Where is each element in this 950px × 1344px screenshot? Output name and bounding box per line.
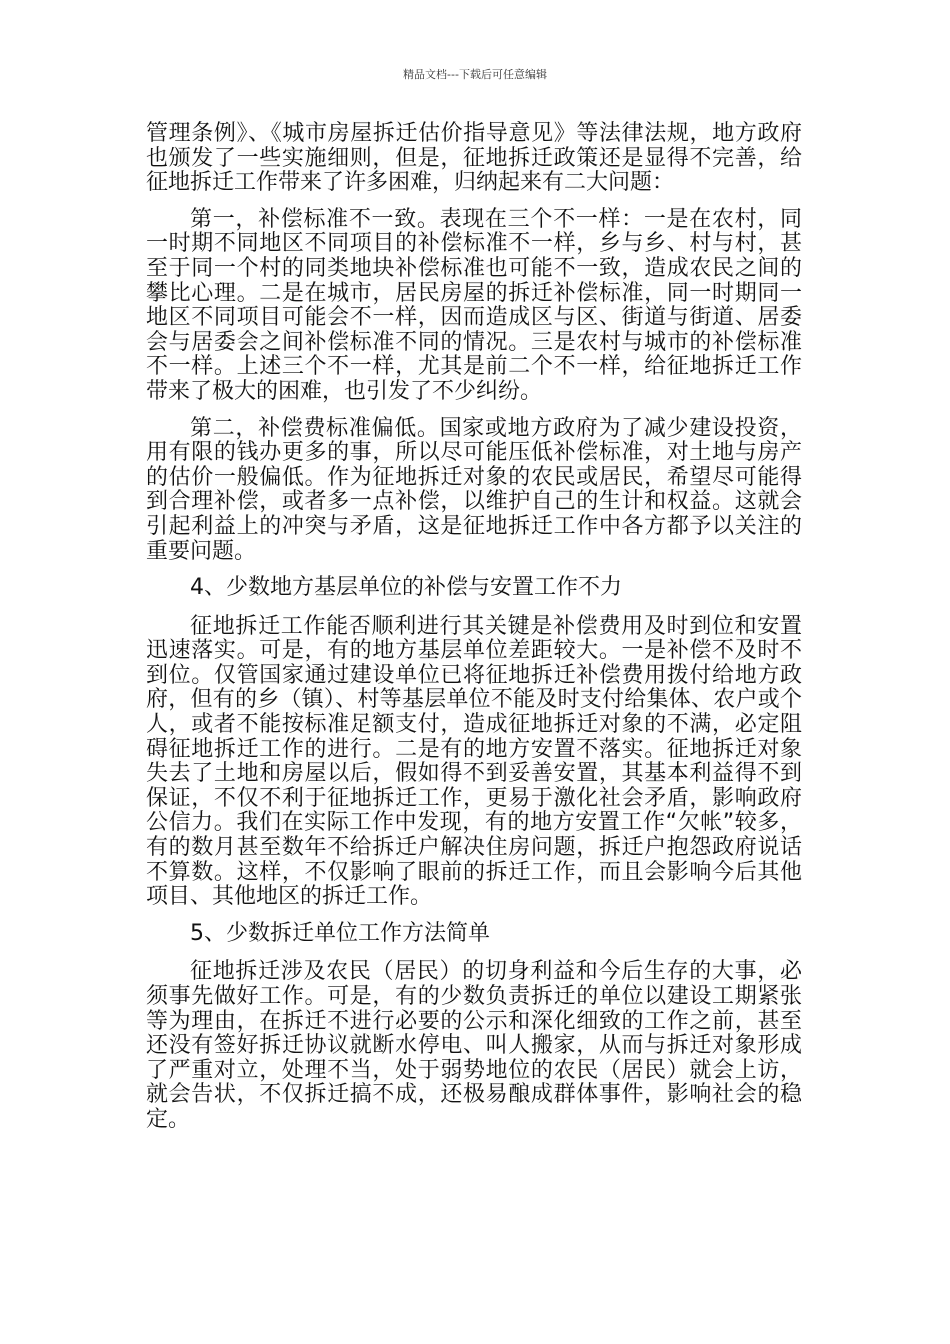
paragraph-continuation: 管理条例》、《城市房屋拆迁估价指导意见》等法律法规，地方政府也颁发了一些实施细则，但是，征地拆迁政策还是显得不完善，给征地拆迁工作带来了许多困难，归纳起来有二大问题： [146, 121, 802, 196]
page-header: 精品文档---下载后可任意编辑 [403, 68, 547, 81]
paragraph-second-issue: 第二，补偿费标准偏低。国家或地方政府为了减少建设投资，用有限的钱办更多的事，所以尽可能压低补偿标准，对土地与房产的估价一般偏低。作为征地拆迁对象的农民或居民，希望尽可能得到合理补偿，或者多一点补偿，以维护自己的生计和权益。这就会引起利益上的冲突与矛盾，这是征地拆迁工作中各方都予以关注的重要问题。 [146, 415, 802, 564]
paragraph-section-5: 征地拆迁涉及农民（居民）的切身利益和今后生存的大事，必须事先做好工作。可是，有的少数负责拆迁的单位以建设工期紧张等为理由，在拆迁不进行必要的公示和深化细致的工作之前，甚至还没有签好拆迁协议就断水停电、叫人搬家，从而与拆迁对象形成了严重对立，处理不当，处于弱势地位的农民（居民）就会上访，就会告状，不仅拆迁搞不成，还极易酿成群体事件，影响社会的稳定。 [146, 959, 802, 1132]
paragraph-first-issue: 第一，补偿标准不一致。表现在三个不一样：一是在农村，同一时期不同地区不同项目的补偿标准不一样，乡与乡、村与村，甚至于同一个村的同类地块补偿标准也可能不一致，造成农民之间的攀比心理。二是在城市，居民房屋的拆迁补偿标准，同一时期同一地区不同项目可能会不一样，因而造成区与区、街道与街道、居委会与居委会之间补偿标准不同的情况。三是农村与城市的补偿标准不一样。上述三个不一样，尤其是前二个不一样，给征地拆迁工作带来了极大的困难，也引发了不少纠纷。 [146, 206, 802, 404]
document-body [146, 122, 802, 1145]
section-heading-5: 5、少数拆迁单位工作方法简单 [190, 920, 490, 946]
section-heading-4: 4、少数地方基层单位的补偿与安置工作不力 [190, 575, 622, 601]
paragraph-section-4: 征地拆迁工作能否顺利进行其关键是补偿费用及时到位和安置迅速落实。可是，有的地方基层单位差距较大。一是补偿不及时不到位。仅管国家通过建设单位已将征地拆迁补偿费用拨付给地方政府，但有的乡（镇）、村等基层单位不能及时支付给集体、农户或个人，或者不能按标准足额支付，造成征地拆迁对象的不满，必定阻碍征地拆迁工作的进行。二是有的地方安置不落实。征地拆迁对象失去了土地和房屋以后，假如得不到妥善安置，其基本利益得不到保证，不仅不利于征地拆迁工作，更易于激化社会矛盾，影响政府公信力。我们在实际工作中发现，有的地方安置工作“欠帐”较多，有的数月甚至数年不给拆迁户解决住房问题，拆迁户抱怨政府说话不算数。这样，不仅影响了眼前的拆迁工作，而且会影响今后其他项目、其他地区的拆迁工作。 [146, 613, 802, 910]
